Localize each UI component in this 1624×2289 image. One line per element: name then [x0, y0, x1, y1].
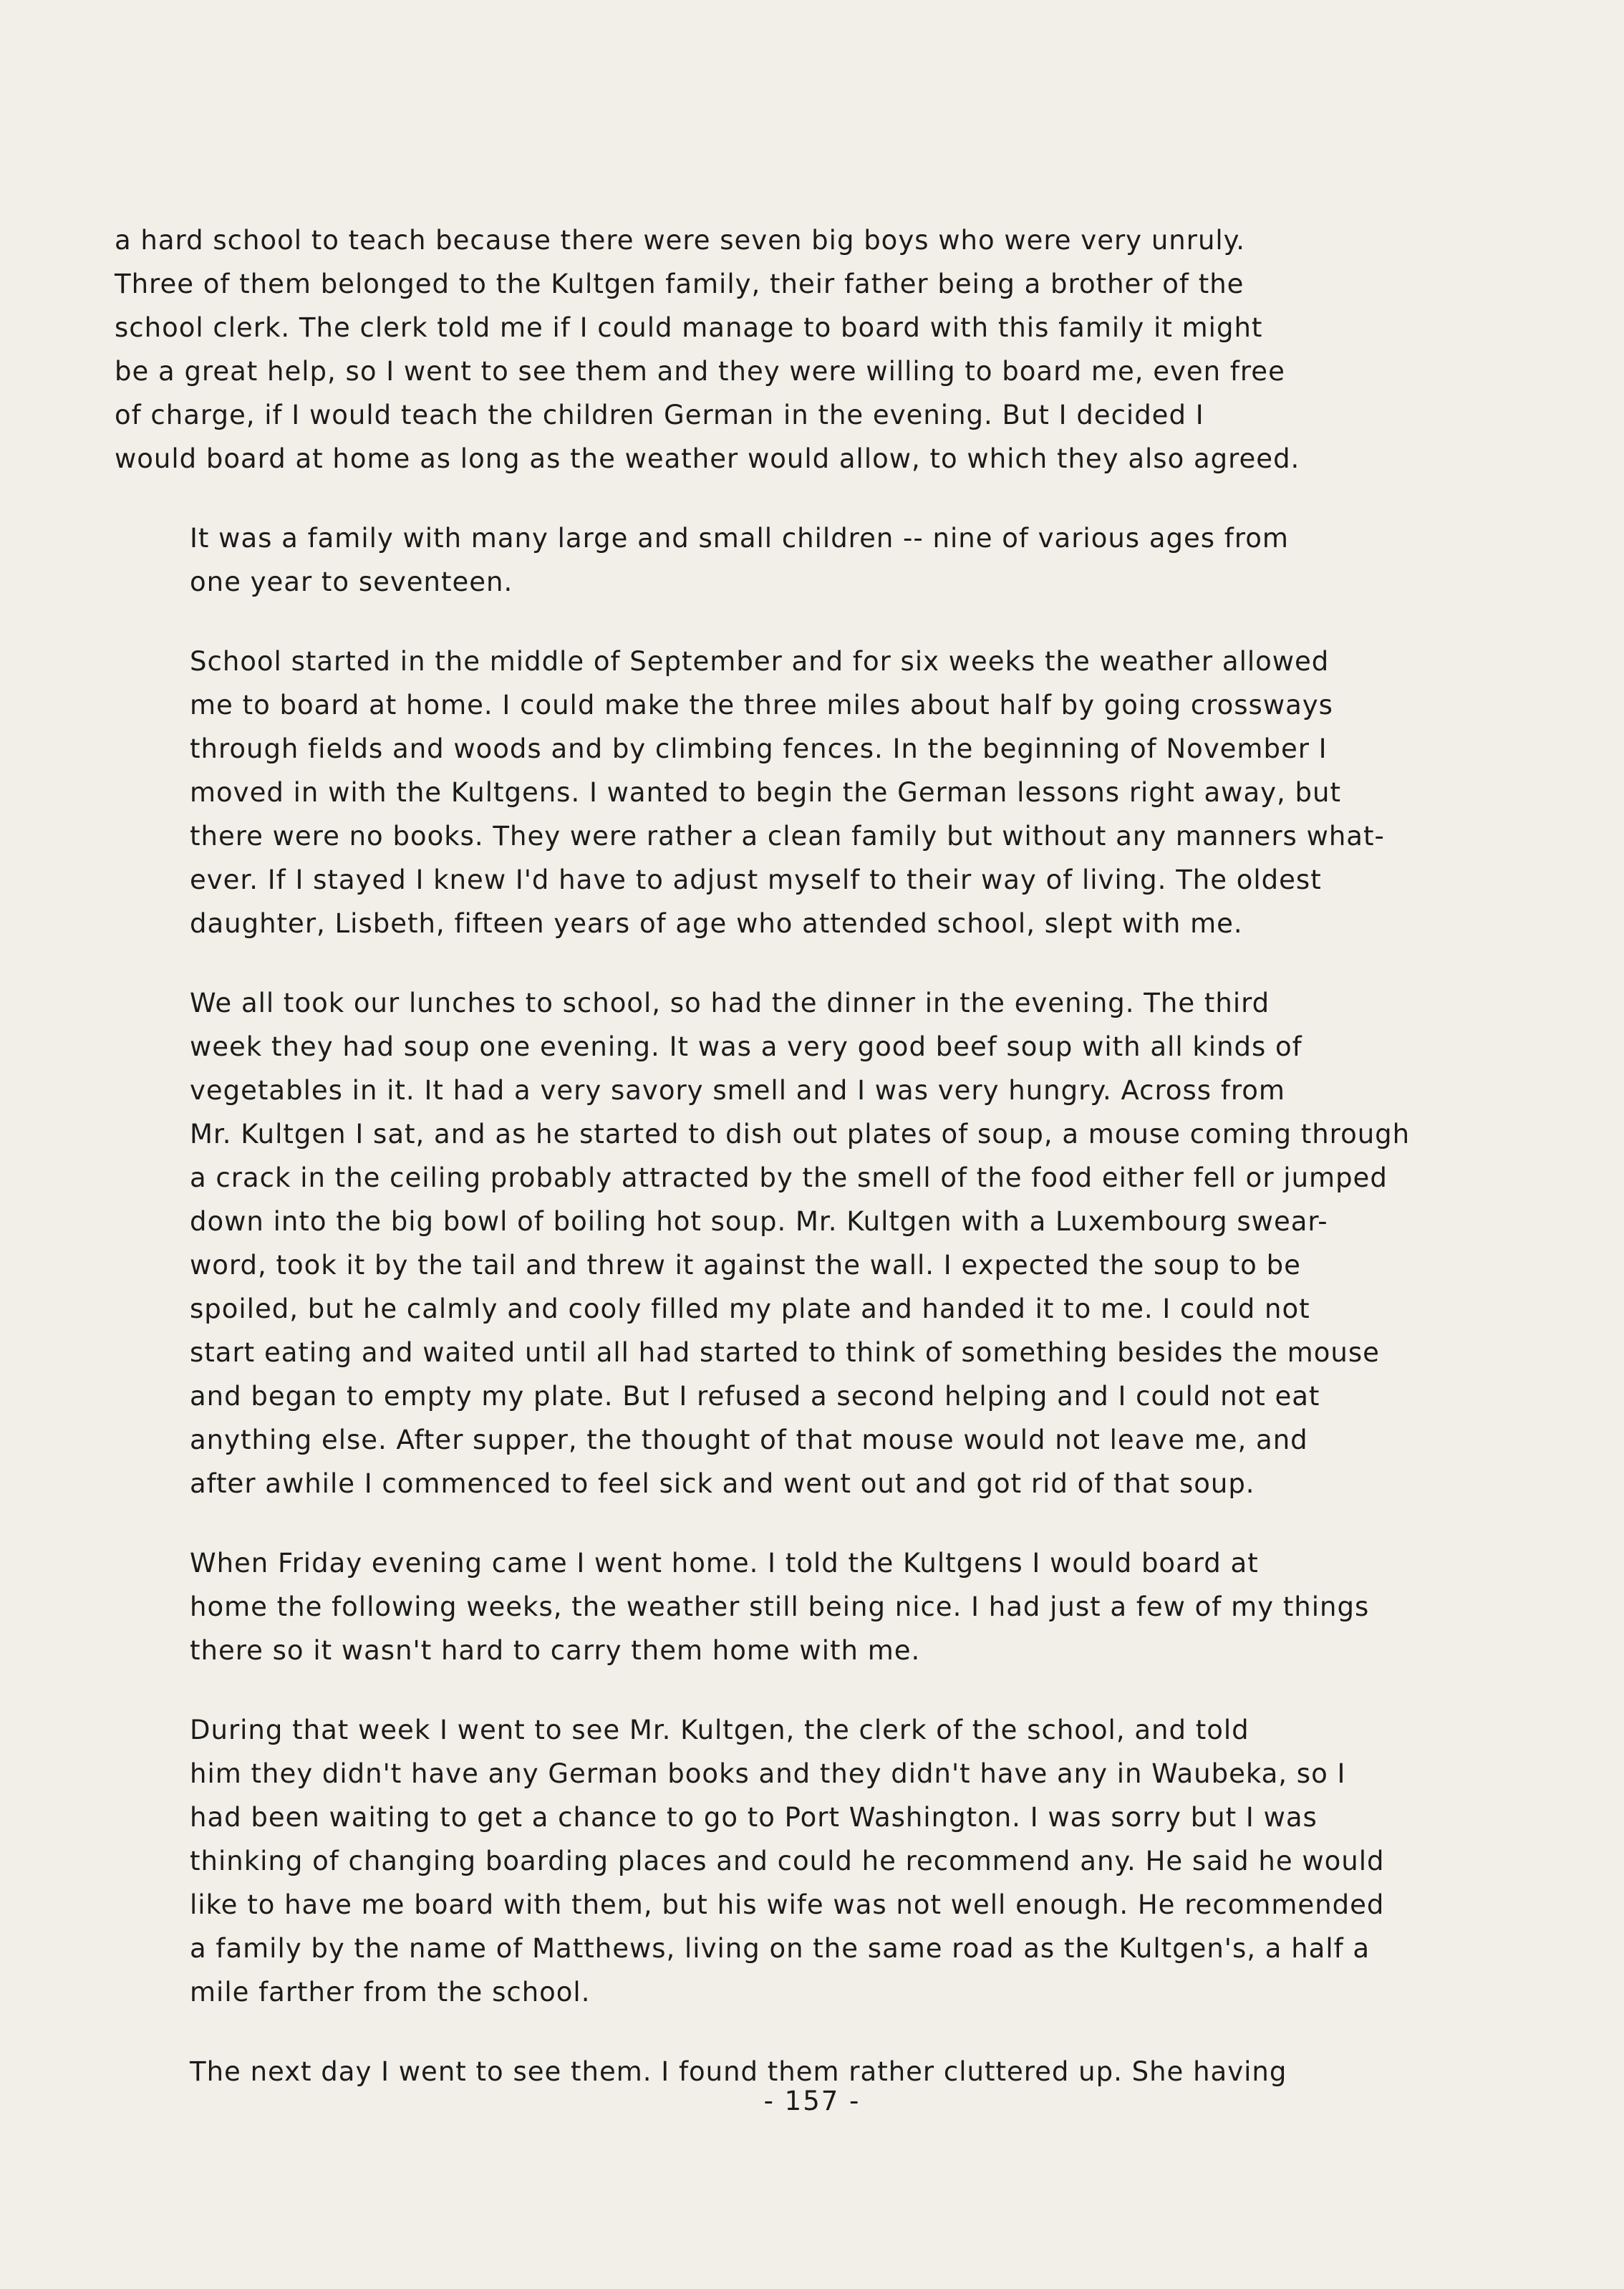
text-line: start eating and waited until all had started to think of something besides the mouse — [190, 1337, 1380, 1368]
text-line: ever. If I stayed I knew I'd have to adjust myself to their way of living. The oldest — [190, 864, 1322, 895]
text-line: During that week I went to see Mr. Kultgen, the clerk of the school, and told — [190, 1715, 1250, 1745]
text-line: a hard school to teach because there were seven big boys who were very unruly. — [115, 225, 1246, 256]
text-line: down into the big bowl of boiling hot soup. Mr. Kultgen with a Luxembourg swear- — [190, 1206, 1328, 1237]
text-line: When Friday evening came I went home. I told the Kultgens I would board at — [190, 1548, 1259, 1579]
text-line: school clerk. The clerk told me if I could manage to board with this family it might — [115, 312, 1263, 343]
text-line: there were no books. They were rather a clean family but without any manners what- — [190, 821, 1385, 852]
text-line: him they didn't have any German books and they didn't have any in Waubeka, so I — [190, 1758, 1346, 1789]
text-line: and began to empty my plate. But I refused a second helping and I could not eat — [190, 1381, 1320, 1412]
text-line: School started in the middle of September and for six weeks the weather allowed — [190, 646, 1330, 677]
paragraph — [115, 981, 1511, 1505]
paragraph — [115, 640, 1511, 945]
text-line: there so it wasn't hard to carry them home with me. — [190, 1635, 921, 1666]
paragraph — [115, 1541, 1511, 1672]
text-line: a crack in the ceiling probably attracted by the smell of the food either fell or jumped — [190, 1162, 1388, 1193]
text-line: of charge, if I would teach the children German in the evening. But I decided I — [115, 400, 1204, 430]
text-line: a family by the name of Matthews, living on the same road as the Kultgen's, a half a — [190, 1933, 1371, 1964]
text-line: The next day I went to see them. I found them rather cluttered up. She having — [190, 2056, 1287, 2087]
text-line: vegetables in it. It had a very savory smell and I was very hungry. Across from — [190, 1075, 1285, 1106]
text-line: after awhile I commenced to feel sick and went out and got rid of that soup. — [190, 1468, 1255, 1499]
text-line: spoiled, but he calmly and cooly filled my plate and handed it to me. I could not — [190, 1293, 1310, 1324]
text-line: me to board at home. I could make the three miles about half by going crossways — [190, 690, 1333, 721]
text-line: thinking of changing boarding places and could he recommend any. He said he would — [190, 1846, 1385, 1876]
text-line: be a great help, so I went to see them and they were willing to board me, even free — [115, 356, 1285, 387]
text-line: like to have me board with them, but his wife was not well enough. He recommended — [190, 1889, 1385, 1920]
text-line: had been waiting to get a chance to go to Port Washington. I was sorry but I was — [190, 1802, 1318, 1833]
text-line: anything else. After supper, the thought of that mouse would not leave me, and — [190, 1425, 1308, 1455]
text-line: through fields and woods and by climbing fences. In the beginning of November I — [190, 733, 1328, 764]
text-line: It was a family with many large and small children -- nine of various ages from — [190, 523, 1289, 554]
body-text — [115, 218, 1511, 2093]
paragraph — [115, 516, 1511, 604]
paragraph — [115, 218, 1511, 481]
text-line: mile farther from the school. — [190, 1977, 591, 2008]
text-line: We all took our lunches to school, so had the dinner in the evening. The third — [190, 988, 1270, 1018]
text-line: moved in with the Kultgens. I wanted to begin the German lessons right away, but — [190, 777, 1341, 808]
text-line: one year to seventeen. — [190, 567, 513, 597]
text-line: Three of them belonged to the Kultgen family, their father being a brother of the — [115, 269, 1244, 299]
paragraph — [115, 1708, 1511, 2014]
text-line: week they had soup one evening. It was a very good beef soup with all kinds of — [190, 1031, 1302, 1062]
text-line: home the following weeks, the weather still being nice. I had just a few of my things — [190, 1591, 1370, 1622]
text-line: Mr. Kultgen I sat, and as he started to dish out plates of soup, a mouse coming through — [190, 1119, 1411, 1150]
text-line: daughter, Lisbeth, fifteen years of age who attended school, slept with me. — [190, 908, 1243, 939]
page-number: - 157 - — [763, 2086, 861, 2116]
text-line: word, took it by the tail and threw it against the wall. I expected the soup to be — [190, 1250, 1301, 1281]
text-line: would board at home as long as the weather would allow, to which they also agreed. — [115, 443, 1300, 474]
